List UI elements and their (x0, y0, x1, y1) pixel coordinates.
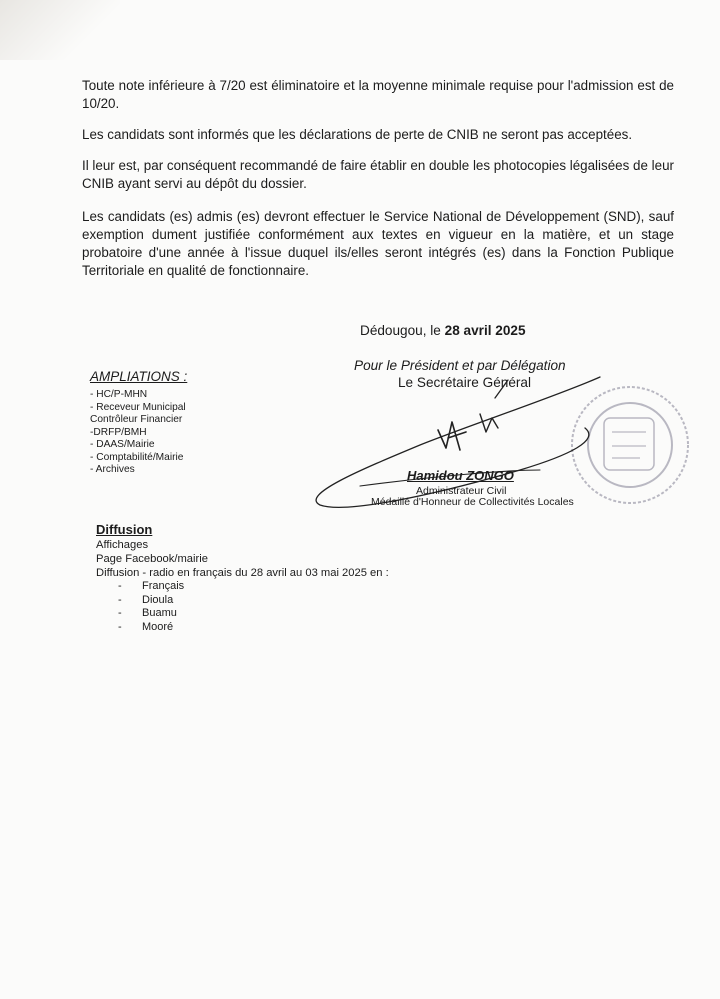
list-item: Contrôleur Financier (90, 414, 183, 425)
signer-name: Hamidou ZONGO (407, 468, 514, 483)
paragraph-cnib-loss: Les candidats sont informés que les déclarations de perte de CNIB ne seront pas acceptées. (82, 127, 633, 142)
list-item: - Archives (90, 464, 135, 475)
for-president-line: Pour le Président et par Délégation (354, 358, 566, 373)
diffusion-line: Diffusion - radio en français du 28 avril au 03 mai 2025 en : (96, 567, 389, 579)
list-item: - Français (118, 580, 185, 592)
secretary-general-line: Le Secrétaire Général (398, 375, 531, 390)
list-item: - HC/P-MHN (90, 389, 148, 400)
date-value: 28 avril 2025 (444, 323, 526, 338)
list-item: - Dioula (118, 593, 174, 606)
signer-title: Administrateur Civil (416, 485, 507, 497)
list-item: - Comptabilité/Mairie (90, 451, 184, 463)
diffusion-title: Diffusion (96, 522, 153, 537)
diffusion-line: Page Facebook/mairie (96, 553, 208, 565)
list-item: - Mooré (118, 620, 174, 633)
ampliations-title: AMPLIATIONS : (90, 369, 188, 384)
language-label: Buamu (142, 607, 177, 619)
list-item: - Buamu (118, 607, 177, 619)
paragraph-snd-service: Les candidats (es) admis (es) devront effectuer le Service National de Développement (SND), sauf exemption dument justifiée conformément aux textes en vigueur en la matière, et un stage probatoire d'une année à l'issue duquel ils/elles seront intégrés (es) dans la Fonction Publique Territoriale en qualité de fonctionnaire. (82, 209, 674, 278)
paragraph-cnib-copies: Il leur est, par conséquent recommandé de faire établir en double les photocopies légalisées de leur CNIB ayant servi au dépôt du dossier. (82, 158, 674, 191)
paragraph-elimination-note: Toute note inférieure à 7/20 est éliminatoire et la moyenne minimale requise pour l'admission est de 10/20. (82, 78, 674, 111)
list-item: - Receveur Municipal (90, 401, 186, 413)
list-item: - DAAS/Mairie (90, 439, 155, 450)
official-stamp (572, 387, 688, 503)
date-place: Dédougou, le (360, 323, 445, 338)
signer-honor: Médaillé d'Honneur de Collectivités Locales (371, 496, 574, 508)
language-label: Français (142, 580, 185, 592)
language-label: Mooré (142, 620, 174, 633)
diffusion-languages (118, 580, 184, 634)
language-label: Dioula (142, 593, 174, 606)
list-item: -DRFP/BMH (90, 426, 147, 438)
diffusion-line: Affichages (96, 539, 149, 551)
